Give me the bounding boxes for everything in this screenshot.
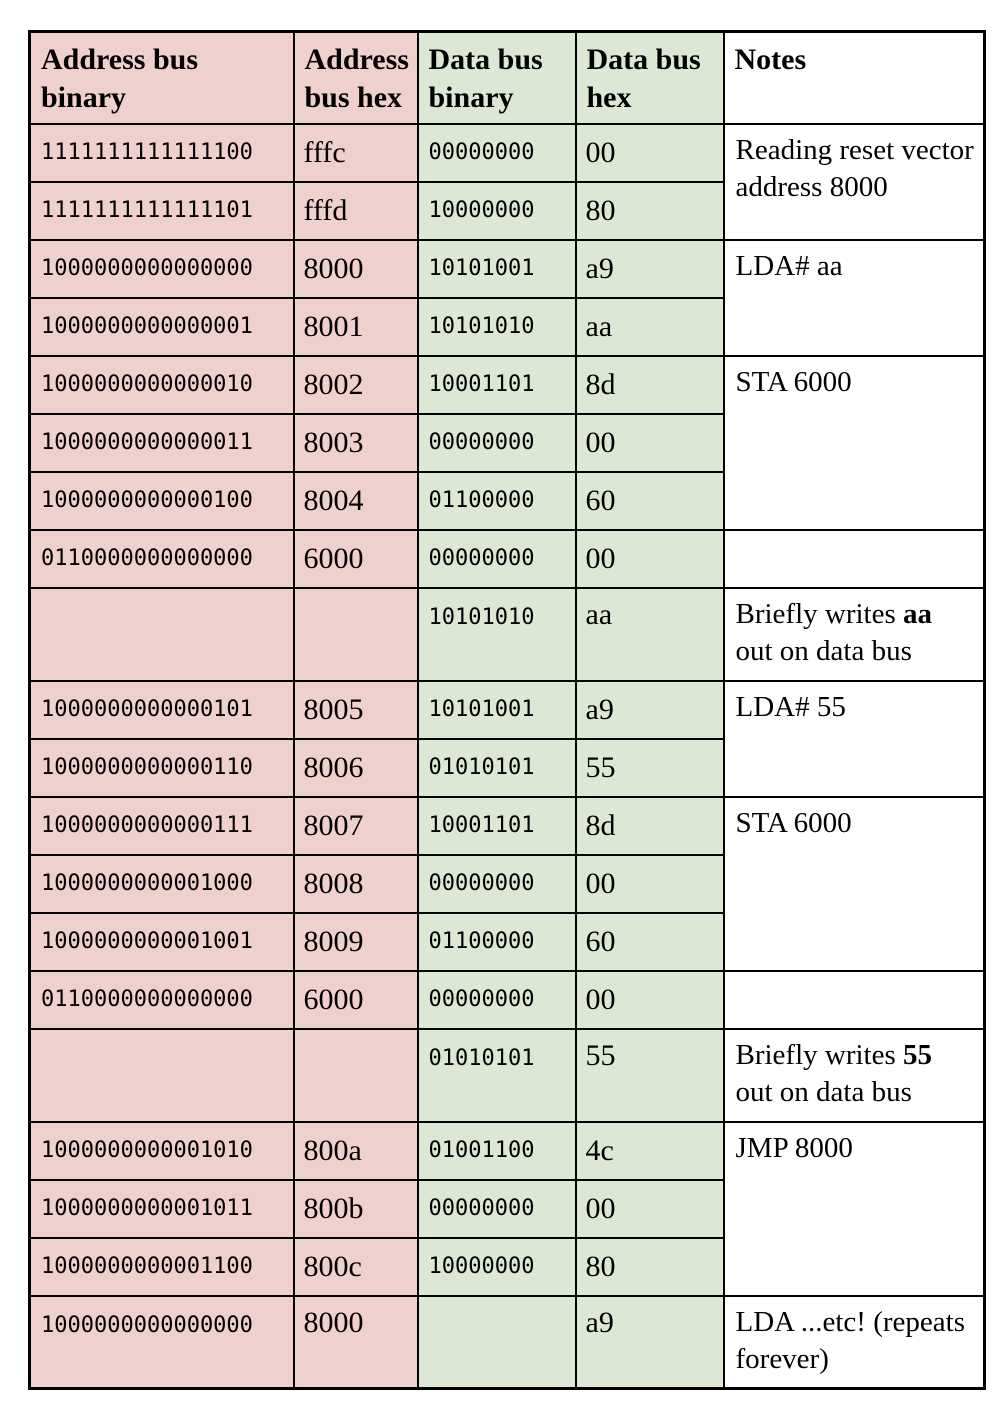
data-hex-cell: 00 (576, 971, 724, 1029)
table-header (30, 32, 985, 124)
table-body (30, 124, 985, 1389)
note-cell: Reading reset vector address 8000 (724, 124, 985, 240)
header-data-bus-binary: Data bus binary (418, 32, 576, 124)
data-hex-cell: 8d (576, 797, 724, 855)
addr-hex-cell: 8003 (294, 414, 418, 472)
table-row (30, 588, 985, 681)
table-row (30, 1296, 985, 1389)
data-bin-cell: 10001101 (418, 797, 576, 855)
addr-hex-cell: 6000 (294, 530, 418, 588)
addr-hex-cell: 8001 (294, 298, 418, 356)
addr-bin-cell: 1000000000000100 (30, 472, 294, 530)
note-cell (724, 971, 985, 1029)
addr-hex-cell: 8002 (294, 356, 418, 414)
addr-hex-cell: 800c (294, 1238, 418, 1296)
data-hex-cell: 80 (576, 182, 724, 240)
data-hex-cell: 55 (576, 1029, 724, 1122)
data-hex-cell: 00 (576, 855, 724, 913)
data-hex-cell: 60 (576, 472, 724, 530)
header-address-bus-binary: Address bus binary (30, 32, 294, 124)
addr-hex-cell: 8004 (294, 472, 418, 530)
bus-trace-table (28, 30, 986, 1390)
data-bin-cell: 10101010 (418, 298, 576, 356)
data-hex-cell: 8d (576, 356, 724, 414)
table-row (30, 681, 985, 739)
addr-bin-cell: 1000000000000110 (30, 739, 294, 797)
data-hex-cell: a9 (576, 681, 724, 739)
note-text: Briefly writes (735, 597, 904, 630)
addr-bin-cell: 1000000000000101 (30, 681, 294, 739)
table-row (30, 530, 985, 588)
data-bin-cell: 01100000 (418, 913, 576, 971)
note-text: out on data bus (735, 634, 912, 667)
data-bin-cell: 10000000 (418, 182, 576, 240)
note-text: Briefly writes (735, 1038, 904, 1071)
addr-hex-cell: 800b (294, 1180, 418, 1238)
note-cell: LDA# aa (724, 240, 985, 356)
addr-hex-cell: 8007 (294, 797, 418, 855)
addr-bin-cell (30, 1029, 294, 1122)
addr-bin-cell: 1000000000000111 (30, 797, 294, 855)
data-hex-cell: aa (576, 588, 724, 681)
addr-bin-cell: 1000000000000010 (30, 356, 294, 414)
data-bin-cell (418, 1296, 576, 1389)
note-cell: JMP 8000 (724, 1122, 985, 1296)
addr-bin-cell: 1000000000001010 (30, 1122, 294, 1180)
header-notes: Notes (724, 32, 985, 124)
note-cell (724, 1029, 985, 1122)
data-bin-cell: 01001100 (418, 1122, 576, 1180)
table-row (30, 1029, 985, 1122)
note-cell: LDA ...etc! (repeats forever) (724, 1296, 985, 1389)
addr-bin-cell: 0110000000000000 (30, 530, 294, 588)
data-bin-cell: 10000000 (418, 1238, 576, 1296)
note-bold-value: aa (903, 597, 933, 630)
note-cell: STA 6000 (724, 356, 985, 530)
table-row (30, 356, 985, 414)
data-bin-cell: 00000000 (418, 414, 576, 472)
addr-bin-cell: 1000000000000000 (30, 1296, 294, 1389)
addr-bin-cell: 1000000000000011 (30, 414, 294, 472)
note-bold-value: 55 (903, 1038, 933, 1071)
addr-bin-cell: 1000000000001011 (30, 1180, 294, 1238)
data-bin-cell: 01010101 (418, 739, 576, 797)
addr-bin-cell: 1111111111111100 (30, 124, 294, 182)
addr-hex-cell: 8009 (294, 913, 418, 971)
data-bin-cell: 00000000 (418, 530, 576, 588)
data-bin-cell: 10101001 (418, 681, 576, 739)
addr-hex-cell (294, 1029, 418, 1122)
note-cell (724, 530, 985, 588)
data-hex-cell: 00 (576, 530, 724, 588)
addr-hex-cell: 8005 (294, 681, 418, 739)
data-hex-cell: 4c (576, 1122, 724, 1180)
data-bin-cell: 10101010 (418, 588, 576, 681)
addr-hex-cell: 8008 (294, 855, 418, 913)
data-hex-cell: 80 (576, 1238, 724, 1296)
data-hex-cell: 00 (576, 414, 724, 472)
data-bin-cell: 01010101 (418, 1029, 576, 1122)
addr-bin-cell: 1000000000001001 (30, 913, 294, 971)
addr-hex-cell: 8000 (294, 1296, 418, 1389)
addr-bin-cell (30, 588, 294, 681)
table-row (30, 971, 985, 1029)
data-bin-cell: 10001101 (418, 356, 576, 414)
addr-hex-cell (294, 588, 418, 681)
addr-hex-cell: 8000 (294, 240, 418, 298)
data-hex-cell: aa (576, 298, 724, 356)
addr-bin-cell: 1000000000001100 (30, 1238, 294, 1296)
data-hex-cell: 55 (576, 739, 724, 797)
bus-trace-container (28, 30, 986, 1390)
addr-bin-cell: 1000000000000000 (30, 240, 294, 298)
addr-hex-cell: 8006 (294, 739, 418, 797)
note-text: out on data bus (735, 1075, 912, 1108)
data-bin-cell: 00000000 (418, 124, 576, 182)
header-data-bus-hex: Data bus hex (576, 32, 724, 124)
addr-hex-cell: fffd (294, 182, 418, 240)
addr-hex-cell: fffc (294, 124, 418, 182)
data-bin-cell: 10101001 (418, 240, 576, 298)
addr-hex-cell: 6000 (294, 971, 418, 1029)
data-hex-cell: 00 (576, 124, 724, 182)
data-bin-cell: 00000000 (418, 971, 576, 1029)
data-hex-cell: a9 (576, 1296, 724, 1389)
table-row (30, 1122, 985, 1180)
note-cell: STA 6000 (724, 797, 985, 971)
table-row (30, 124, 985, 182)
addr-bin-cell: 1111111111111101 (30, 182, 294, 240)
addr-bin-cell: 1000000000000001 (30, 298, 294, 356)
data-hex-cell: a9 (576, 240, 724, 298)
header-row (30, 32, 985, 124)
addr-bin-cell: 1000000000001000 (30, 855, 294, 913)
header-address-bus-hex: Address bus hex (294, 32, 418, 124)
data-bin-cell: 01100000 (418, 472, 576, 530)
addr-bin-cell: 0110000000000000 (30, 971, 294, 1029)
addr-hex-cell: 800a (294, 1122, 418, 1180)
note-cell: LDA# 55 (724, 681, 985, 797)
data-hex-cell: 60 (576, 913, 724, 971)
data-hex-cell: 00 (576, 1180, 724, 1238)
note-cell (724, 588, 985, 681)
table-row (30, 240, 985, 298)
table-row (30, 797, 985, 855)
data-bin-cell: 00000000 (418, 1180, 576, 1238)
data-bin-cell: 00000000 (418, 855, 576, 913)
